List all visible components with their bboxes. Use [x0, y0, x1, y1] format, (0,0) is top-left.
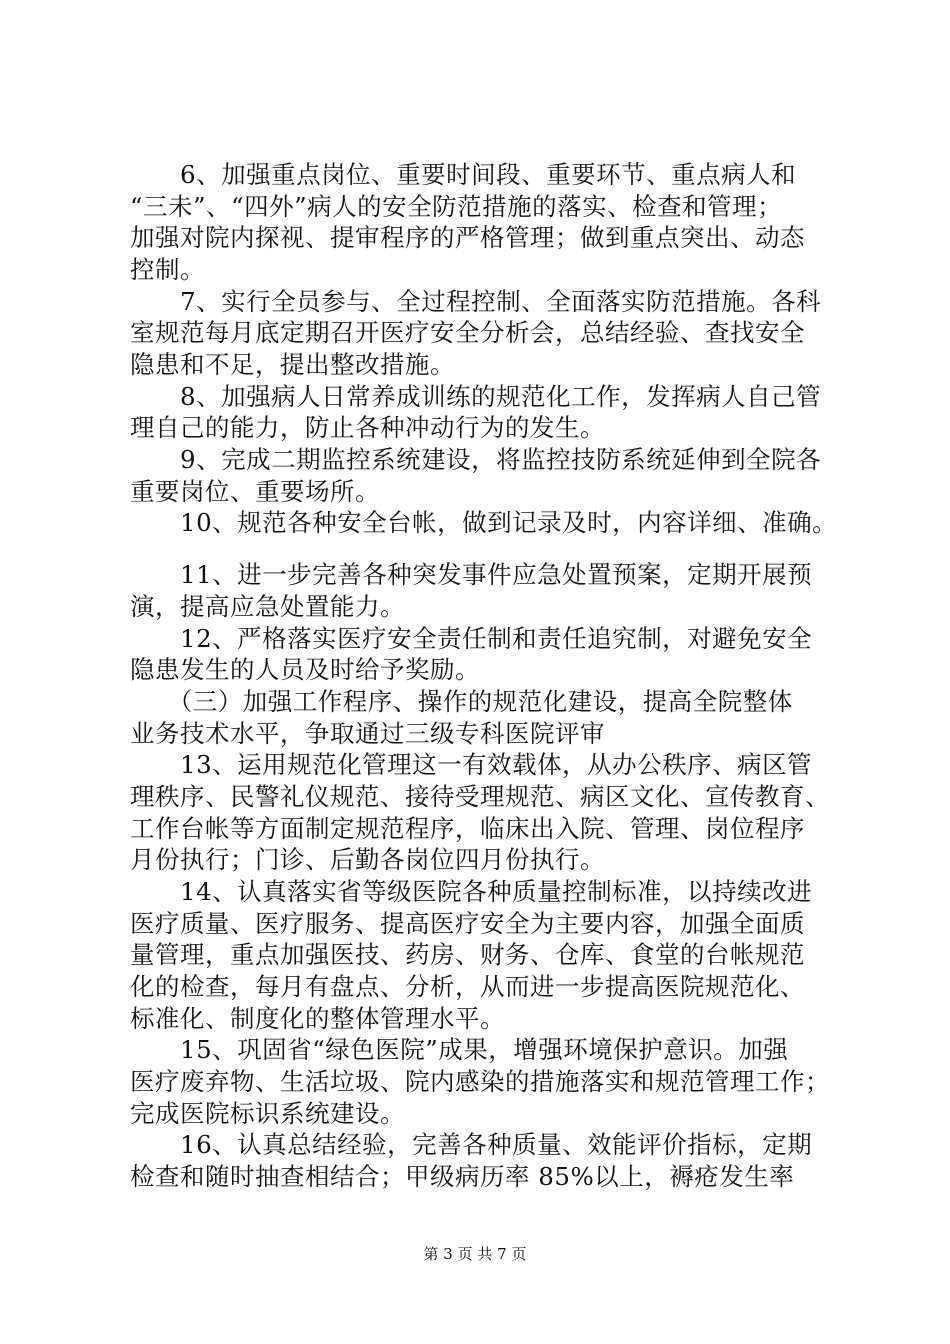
text-line: 控制。 — [130, 255, 205, 284]
text-line: 月份执行；门诊、后勤各岗位四月份执行。 — [130, 845, 605, 874]
text-line: 12、严格落实医疗安全责任制和责任追究制，对避免安全 — [130, 624, 813, 653]
text-line: 6、加强重点岗位、重要时间段、重要环节、重点病人和 — [130, 160, 797, 189]
text-line: 医疗废弃物、生活垃圾、院内感染的措施落实和规范管理工作； — [130, 1067, 830, 1096]
text-line: 化的检查，每月有盘点、分析，从而进一步提高医院规范化、 — [130, 972, 805, 1001]
text-line: 演，提高应急处置能力。 — [130, 592, 405, 621]
text-line: 室规范每月底定期召开医疗安全分析会，总结经验、查找安全 — [130, 318, 805, 347]
text-line: 隐患发生的人员及时给予奖励。 — [130, 655, 480, 684]
text-line: 理秩序、民警礼仪规范、接待受理规范、病区文化、宣传教育、 — [130, 782, 830, 811]
text-line: 医疗质量、医疗服务、提高医疗安全为主要内容，加强全面质 — [130, 909, 805, 938]
text-line: 7、实行全员参与、全过程控制、全面落实防范措施。各科 — [130, 287, 822, 316]
text-line: 标准化、制度化的整体管理水平。 — [130, 1004, 505, 1033]
text-line: 理自己的能力，防止各种冲动行为的发生。 — [130, 413, 605, 442]
text-line: 15、巩固省“绿色医院”成果，增强环境保护意识。加强 — [130, 1035, 789, 1064]
section-heading-line: （三）加强工作程序、操作的规范化建设，提高全院整体 — [130, 687, 793, 716]
text-line: 8、加强病人日常养成训练的规范化工作，发挥病人自己管 — [130, 382, 822, 411]
text-line: 13、运用规范化管理这一有效载体，从办公秩序、病区管 — [130, 750, 813, 779]
section-heading-line: 业务技术水平，争取通过三级专科医院评审 — [130, 719, 605, 748]
text-line: 隐患和不足，提出整改措施。 — [130, 350, 455, 379]
text-line: 9、完成二期监控系统建设，将监控技防系统延伸到全院各 — [130, 445, 822, 474]
text-line: 量管理，重点加强医技、药房、财务、仓库、食堂的台帐规范 — [130, 940, 805, 969]
text-line: 检查和随时抽查相结合；甲级病历率 85%以上，褥疮发生率 — [130, 1162, 795, 1191]
text-line: 10、规范各种安全台帐，做到记录及时，内容详细、准确。 — [130, 508, 838, 537]
text-line: 完成医院标识系统建设。 — [130, 1099, 405, 1128]
text-line: 14、认真落实省等级医院各种质量控制标准，以持续改进 — [130, 877, 813, 906]
text-line: 工作台帐等方面制定规范程序，临床出入院、管理、岗位程序 — [130, 814, 805, 843]
text-line: 11、进一步完善各种突发事件应急处置预案，定期开展预 — [130, 560, 813, 589]
text-line: “三未”、“四外”病人的安全防范措施的落实、检查和管理； — [130, 192, 783, 221]
page-number-footer: 第 3 页 共 7 页 — [423, 1245, 527, 1263]
text-line: 重要岗位、重要场所。 — [130, 477, 380, 506]
text-line: 加强对院内探视、提审程序的严格管理；做到重点突出、动态 — [130, 223, 805, 252]
text-line: 16、认真总结经验，完善各种质量、效能评价指标，定期 — [130, 1130, 813, 1159]
